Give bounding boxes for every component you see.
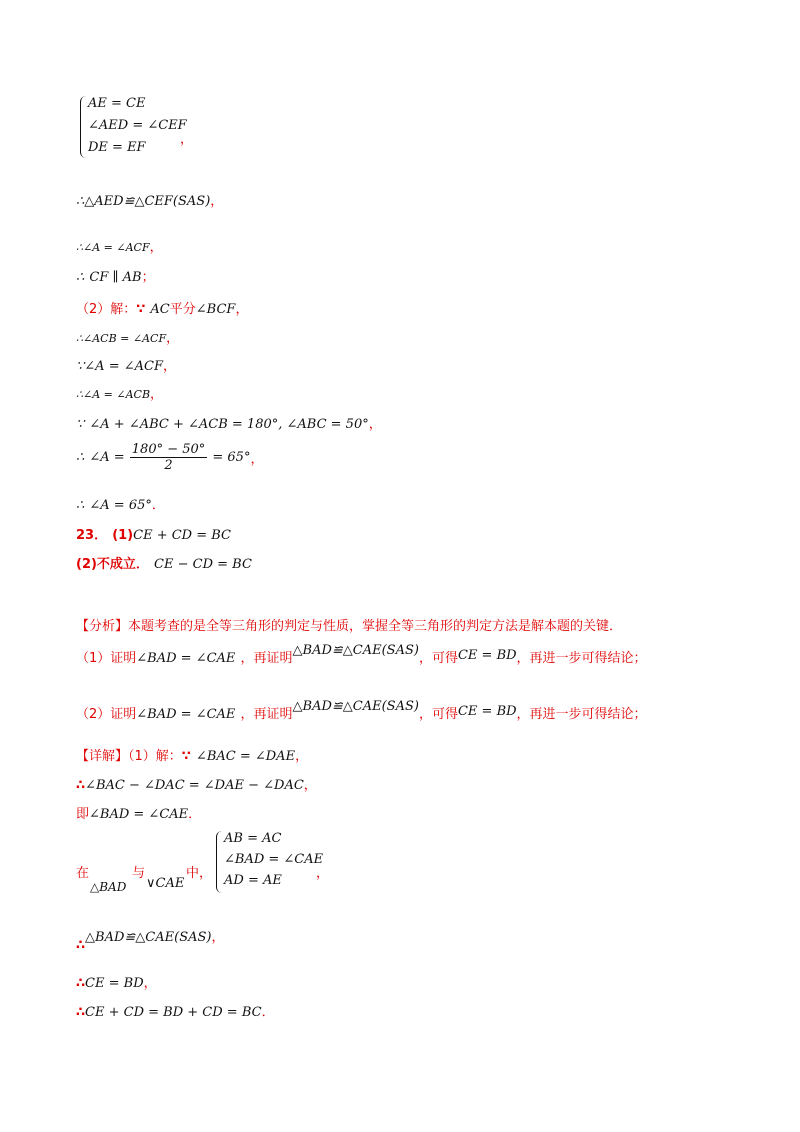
analysis-step-2 [76, 699, 647, 722]
part2-math2: ∠BCF [195, 302, 236, 317]
part2-label: （2）解： [76, 302, 137, 317]
detail-line-2 [76, 774, 317, 793]
therefore-symbol: ∴ [76, 498, 85, 513]
system-line-2: ∠AED = ∠CEF [88, 118, 187, 133]
because-symbol: ∵ [136, 302, 146, 317]
proof-line-a-acf [76, 355, 176, 374]
punct: ， [235, 302, 249, 317]
therefore-symbol: ∴ [76, 270, 85, 285]
tri-bad: △BAD [90, 880, 127, 894]
therefore-symbol: ∴ [76, 938, 86, 953]
text: ，可得 [418, 707, 458, 722]
statement: ∠A = 65° [89, 498, 152, 513]
frac-rhs: = 65° [212, 450, 251, 465]
therefore-symbol: ∴ [76, 194, 85, 209]
system-brace [80, 96, 87, 158]
punct: ， [166, 331, 180, 346]
statement: ∠ACB = ∠ACF [83, 332, 167, 345]
frac-lhs: ∠A = [89, 450, 125, 465]
q23-1-label: (1) [112, 528, 134, 543]
frac-den: 2 [164, 458, 173, 473]
math: ∠BAD = ∠CAE [136, 707, 236, 722]
math: CE = BD [457, 648, 517, 663]
proof-line-sum [76, 413, 382, 432]
text: ，再进一步可得结论； [516, 651, 647, 666]
proof-line-a65 [76, 494, 165, 513]
punct: ， [150, 387, 164, 402]
math: ∠BAC − ∠DAC = ∠DAE − ∠DAC [85, 778, 304, 793]
therefore-symbol: ∴ [76, 976, 86, 991]
math: ∠BAD = ∠CAE [89, 807, 189, 822]
q23-2-answer: CE − CD = BC [154, 557, 252, 572]
punct: ， [162, 359, 176, 374]
punct: ； [141, 270, 155, 285]
analysis-1-label: （1）证明 [76, 651, 137, 666]
math: △BAD≌△CAE(SAS) [292, 643, 419, 658]
math: ∠BAD = ∠CAE [136, 651, 236, 666]
system-brace-2 [216, 831, 223, 893]
math: CE = BD [85, 976, 144, 991]
punct: ， [211, 930, 225, 945]
therefore-symbol: ∴ [76, 450, 85, 465]
punct: ， [143, 976, 157, 991]
proof-line-acb-acf [76, 327, 179, 346]
punct: ， [303, 778, 317, 793]
system2-line-1: AB = AC [224, 831, 282, 846]
detail-line-1 [76, 745, 308, 764]
text: ，再证明 [240, 707, 293, 722]
frac-num: 180° − 50° [131, 442, 206, 457]
text: ，可得 [418, 651, 458, 666]
because-symbol: ∵ [76, 417, 85, 432]
zai: 在 [76, 866, 90, 881]
punct: ， [316, 866, 330, 881]
punct: ， [250, 452, 264, 467]
q23-number: 23． [76, 528, 108, 543]
punct: ． [151, 498, 165, 513]
system2-line-3: AD = AE [224, 873, 282, 888]
part2-text: 平分 [169, 302, 196, 317]
therefore-symbol: ∴ [76, 241, 83, 254]
detail-final [76, 1001, 275, 1020]
proof-line-a-acb [76, 383, 163, 402]
therefore-symbol: ∴ [76, 778, 86, 793]
text: ，再进一步可得结论； [516, 707, 647, 722]
therefore-symbol: ∴ [76, 1005, 86, 1020]
yu: 与 [132, 866, 146, 881]
math: △BAD≌△CAE(SAS) [85, 930, 212, 945]
analysis-step-1 [76, 643, 647, 666]
congruence-statement: △AED≌△CEF(SAS) [84, 194, 211, 209]
system-line-3: DE = EF [88, 140, 146, 155]
detail-line-3 [76, 803, 201, 822]
q23-line-2 [76, 553, 252, 572]
detail-label: 【详解】（1）解： [76, 749, 182, 764]
because-symbol: ∵ [76, 359, 85, 374]
punct: ． [188, 807, 202, 822]
punct: ， [149, 240, 163, 255]
system-line-1: AE = CE [88, 96, 146, 111]
q23-1-answer: CE + CD = BC [133, 528, 231, 543]
therefore-symbol: ∴ [76, 332, 83, 345]
tri-cae: ∨CAE [146, 876, 185, 891]
q23-2-label: (2)不成立． [76, 557, 149, 572]
ji: 即 [76, 807, 90, 822]
analysis-2-label: （2）证明 [76, 707, 137, 722]
punct: ． [261, 1005, 275, 1020]
because-symbol: ∵ [181, 749, 191, 764]
proof-line-fraction [76, 442, 263, 473]
math: CE + CD = BD + CD = BC [85, 1005, 262, 1020]
system-comma: ， [180, 132, 194, 147]
math: CE = BD [457, 704, 517, 719]
proof-line-parallel [76, 266, 155, 285]
analysis-line: 【分析】本题考查的是全等三角形的判定与性质，掌握全等三角形的判定方法是解本题的关键． [76, 619, 623, 634]
punct: ， [295, 749, 309, 764]
therefore-symbol: ∴ [76, 388, 83, 401]
part2-header [76, 298, 248, 317]
proof-line-angle-eq [76, 236, 163, 255]
detail-ce-bd [76, 972, 157, 991]
proof-line-congruent [76, 190, 223, 209]
math: △BAD≌△CAE(SAS) [292, 699, 419, 714]
text: ，再证明 [240, 651, 293, 666]
detail-cong [76, 926, 225, 953]
part2-math: AC [150, 302, 170, 317]
angle-eq: ∠A = ∠ACF [83, 241, 150, 254]
parallel-statement: CF ∥ AB [89, 270, 142, 285]
q23-line-1 [76, 524, 231, 543]
statement: ∠A = ∠ACF [84, 359, 163, 374]
fraction [130, 442, 208, 473]
punct: ， [210, 194, 224, 209]
zhong: 中， [186, 866, 213, 881]
math: ∠BAC = ∠DAE [195, 749, 296, 764]
statement: ∠A + ∠ABC + ∠ACB = 180°, ∠ABC = 50° [89, 417, 369, 432]
statement: ∠A = ∠ACB [83, 388, 151, 401]
punct: ， [368, 417, 382, 432]
system2-line-2: ∠BAD = ∠CAE [224, 852, 324, 867]
